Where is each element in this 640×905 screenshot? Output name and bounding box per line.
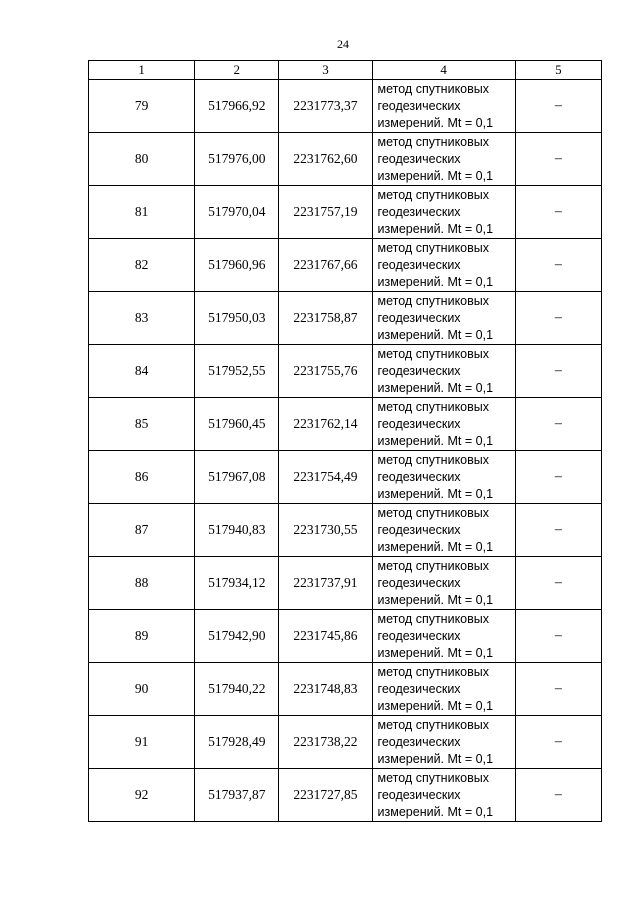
method-cell — [372, 239, 515, 292]
point-number-cell: 82 — [89, 239, 195, 292]
x-coordinate-cell: 517967,08 — [195, 451, 279, 504]
method-line: метод спутниковых — [377, 452, 490, 467]
method-cell — [372, 186, 515, 239]
method-cell — [372, 504, 515, 557]
method-line: измерений. Mt = 0,1 — [377, 751, 494, 766]
note-cell: – — [515, 557, 601, 610]
table-row — [89, 345, 602, 398]
point-number-cell: 90 — [89, 663, 195, 716]
method-line: измерений. Mt = 0,1 — [377, 115, 494, 130]
page-number: 24 — [337, 37, 349, 51]
method-line: измерений. Mt = 0,1 — [377, 327, 494, 342]
method-cell — [372, 133, 515, 186]
header-col-5: 5 — [515, 61, 601, 80]
method-cell — [372, 398, 515, 451]
x-coordinate-cell: 517970,04 — [195, 186, 279, 239]
table-row — [89, 769, 602, 822]
method-line: метод спутниковых — [377, 187, 490, 202]
note-cell: – — [515, 663, 601, 716]
point-number-cell: 88 — [89, 557, 195, 610]
method-line: метод спутниковых — [377, 346, 490, 361]
point-number-cell: 85 — [89, 398, 195, 451]
note-cell: – — [515, 133, 601, 186]
method-line: метод спутниковых — [377, 293, 490, 308]
y-coordinate-cell: 2231738,22 — [279, 716, 372, 769]
point-number-cell: 84 — [89, 345, 195, 398]
y-coordinate-cell: 2231758,87 — [279, 292, 372, 345]
x-coordinate-cell: 517934,12 — [195, 557, 279, 610]
y-coordinate-cell: 2231730,55 — [279, 504, 372, 557]
method-line: геодезических — [377, 257, 461, 272]
x-coordinate-cell: 517960,96 — [195, 239, 279, 292]
note-cell: – — [515, 345, 601, 398]
table-row — [89, 133, 602, 186]
method-line: геодезических — [377, 681, 461, 696]
point-number-cell: 87 — [89, 504, 195, 557]
table-body — [89, 80, 602, 822]
point-number-cell: 92 — [89, 769, 195, 822]
method-line: метод спутниковых — [377, 505, 490, 520]
x-coordinate-cell: 517940,22 — [195, 663, 279, 716]
y-coordinate-cell: 2231767,66 — [279, 239, 372, 292]
method-cell — [372, 610, 515, 663]
x-coordinate-cell: 517960,45 — [195, 398, 279, 451]
x-coordinate-cell: 517928,49 — [195, 716, 279, 769]
y-coordinate-cell: 2231762,14 — [279, 398, 372, 451]
y-coordinate-cell: 2231754,49 — [279, 451, 372, 504]
method-line: измерений. Mt = 0,1 — [377, 221, 494, 236]
header-row — [89, 61, 602, 80]
header-col-3: 3 — [279, 61, 372, 80]
method-line: измерений. Mt = 0,1 — [377, 380, 494, 395]
table-row — [89, 504, 602, 557]
method-line: метод спутниковых — [377, 81, 490, 96]
method-line: геодезических — [377, 363, 461, 378]
method-line: измерений. Mt = 0,1 — [377, 539, 494, 554]
method-cell — [372, 716, 515, 769]
y-coordinate-cell: 2231762,60 — [279, 133, 372, 186]
point-number-cell: 86 — [89, 451, 195, 504]
header-col-1: 1 — [89, 61, 195, 80]
note-cell: – — [515, 716, 601, 769]
method-line: метод спутниковых — [377, 240, 490, 255]
x-coordinate-cell: 517937,87 — [195, 769, 279, 822]
header-col-2: 2 — [195, 61, 279, 80]
method-cell — [372, 292, 515, 345]
note-cell: – — [515, 451, 601, 504]
method-line: измерений. Mt = 0,1 — [377, 274, 494, 289]
table-row — [89, 716, 602, 769]
point-number-cell: 89 — [89, 610, 195, 663]
note-cell: – — [515, 80, 601, 133]
table-row — [89, 610, 602, 663]
method-line: метод спутниковых — [377, 717, 490, 732]
note-cell: – — [515, 769, 601, 822]
table-row — [89, 557, 602, 610]
table-header — [89, 61, 602, 80]
y-coordinate-cell: 2231757,19 — [279, 186, 372, 239]
method-cell — [372, 345, 515, 398]
y-coordinate-cell: 2231727,85 — [279, 769, 372, 822]
table-row — [89, 451, 602, 504]
note-cell: – — [515, 239, 601, 292]
note-cell: – — [515, 186, 601, 239]
method-line: геодезических — [377, 151, 461, 166]
y-coordinate-cell: 2231745,86 — [279, 610, 372, 663]
y-coordinate-cell: 2231748,83 — [279, 663, 372, 716]
x-coordinate-cell: 517952,55 — [195, 345, 279, 398]
table-row — [89, 239, 602, 292]
method-line: геодезических — [377, 416, 461, 431]
method-line: геодезических — [377, 204, 461, 219]
method-line: метод спутниковых — [377, 399, 490, 414]
method-line: геодезических — [377, 522, 461, 537]
y-coordinate-cell: 2231755,76 — [279, 345, 372, 398]
method-cell — [372, 451, 515, 504]
x-coordinate-cell: 517976,00 — [195, 133, 279, 186]
x-coordinate-cell: 517942,90 — [195, 610, 279, 663]
method-line: геодезических — [377, 469, 461, 484]
point-number-cell: 81 — [89, 186, 195, 239]
method-line: измерений. Mt = 0,1 — [377, 645, 494, 660]
method-cell — [372, 663, 515, 716]
method-cell — [372, 557, 515, 610]
point-number-cell: 79 — [89, 80, 195, 133]
table-row — [89, 80, 602, 133]
table-row — [89, 398, 602, 451]
method-line: измерений. Mt = 0,1 — [377, 592, 494, 607]
note-cell: – — [515, 504, 601, 557]
table-row — [89, 663, 602, 716]
method-cell — [372, 80, 515, 133]
y-coordinate-cell: 2231737,91 — [279, 557, 372, 610]
x-coordinate-cell: 517950,03 — [195, 292, 279, 345]
method-line: метод спутниковых — [377, 770, 490, 785]
note-cell: – — [515, 610, 601, 663]
table-row — [89, 186, 602, 239]
method-line: метод спутниковых — [377, 611, 490, 626]
x-coordinate-cell: 517966,92 — [195, 80, 279, 133]
method-line: геодезических — [377, 734, 461, 749]
method-line: измерений. Mt = 0,1 — [377, 804, 494, 819]
method-line: геодезических — [377, 787, 461, 802]
point-number-cell: 80 — [89, 133, 195, 186]
header-col-4: 4 — [372, 61, 515, 80]
method-line: геодезических — [377, 310, 461, 325]
point-number-cell: 91 — [89, 716, 195, 769]
method-line: метод спутниковых — [377, 134, 490, 149]
method-line: измерений. Mt = 0,1 — [377, 168, 494, 183]
table-row — [89, 292, 602, 345]
note-cell: – — [515, 292, 601, 345]
note-cell: – — [515, 398, 601, 451]
x-coordinate-cell: 517940,83 — [195, 504, 279, 557]
method-line: измерений. Mt = 0,1 — [377, 486, 494, 501]
coordinates-table — [88, 60, 602, 822]
method-line: геодезических — [377, 575, 461, 590]
method-line: метод спутниковых — [377, 558, 490, 573]
method-line: метод спутниковых — [377, 664, 490, 679]
method-line: измерений. Mt = 0,1 — [377, 698, 494, 713]
point-number-cell: 83 — [89, 292, 195, 345]
method-cell — [372, 769, 515, 822]
method-line: геодезических — [377, 628, 461, 643]
method-line: измерений. Mt = 0,1 — [377, 433, 494, 448]
y-coordinate-cell: 2231773,37 — [279, 80, 372, 133]
method-line: геодезических — [377, 98, 461, 113]
